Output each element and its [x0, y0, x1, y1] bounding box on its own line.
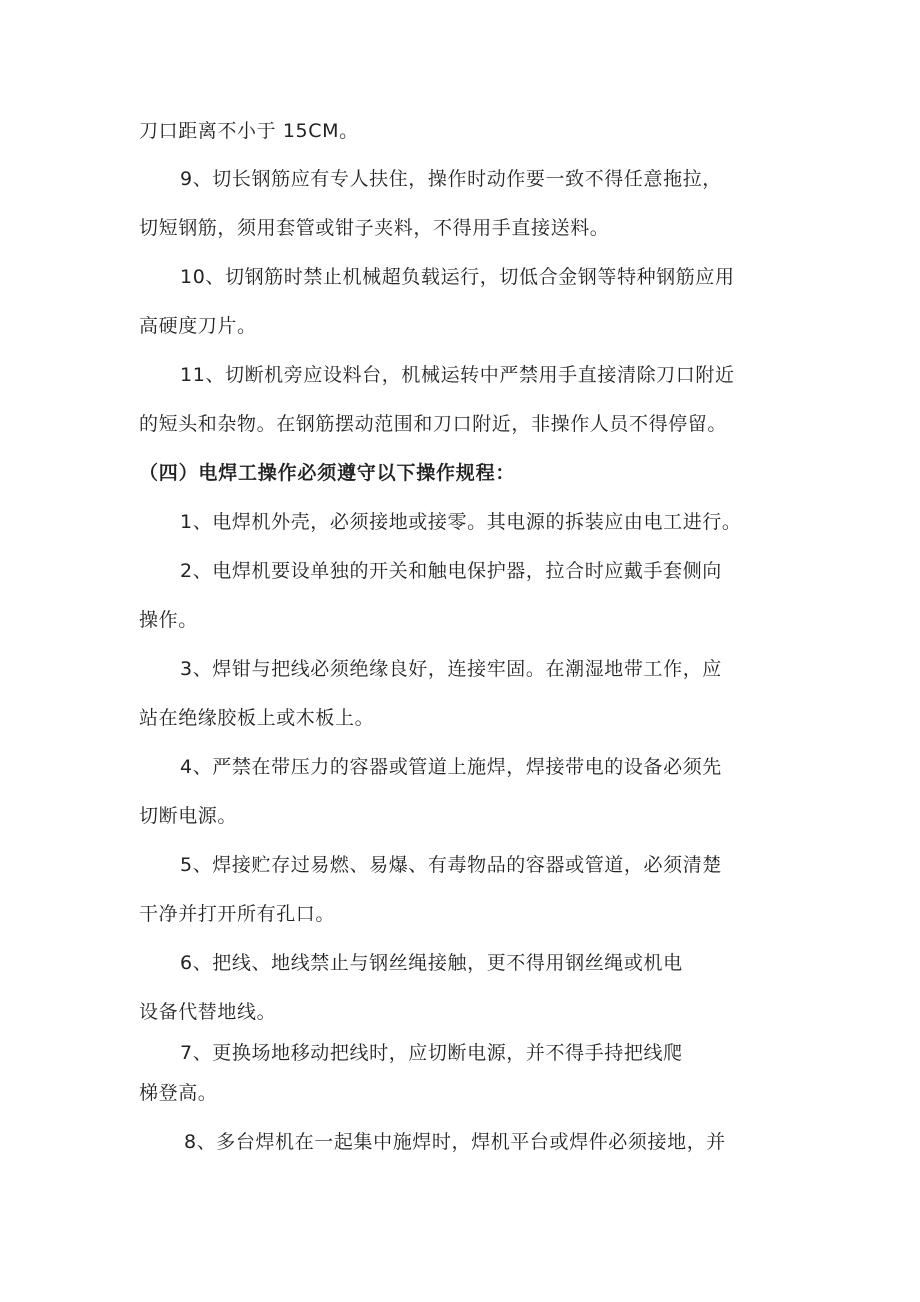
text-line: 10、切钢筋时禁止机械超负载运行，切低合金钢等特种钢筋应用	[180, 266, 735, 288]
text-line: 3、焊钳与把线必须绝缘良好，连接牢固。在潮湿地带工作，应	[180, 658, 722, 680]
text-line: 1、电焊机外壳，必须接地或接零。其电源的拆装应由电工进行。	[180, 511, 742, 533]
text-line: 刀口距离不小于 15CM。	[139, 120, 359, 142]
text-line: 9、切长钢筋应有专人扶住，操作时动作要一致不得任意拖拉，	[180, 168, 722, 190]
text-line: 4、严禁在带压力的容器或管道上施焊，焊接带电的设备必须先	[180, 756, 722, 778]
text-line: 的短头和杂物。在钢筋摆动范围和刀口附近，非操作人员不得停留。	[139, 413, 728, 435]
text-line: 8、多台焊机在一起集中施焊时，焊机平台或焊件必须接地，并	[184, 1131, 726, 1153]
section-heading: （四）电焊工操作必须遵守以下操作规程：	[139, 462, 516, 484]
text-line: 切短钢筋，须用套管或钳子夹料，不得用手直接送料。	[139, 217, 610, 239]
text-line: 设备代替地线。	[139, 1001, 277, 1023]
text-line: 操作。	[139, 609, 198, 631]
text-line: 7、更换场地移动把线时，应切断电源，并不得手持把线爬	[180, 1042, 683, 1064]
text-line: 站在绝缘胶板上或木板上。	[139, 707, 375, 729]
text-line: 2、电焊机要设单独的开关和触电保护器，拉合时应戴手套侧向	[180, 560, 722, 582]
text-line: 6、把线、地线禁止与钢丝绳接触，更不得用钢丝绳或机电	[180, 952, 683, 974]
text-line: 高硬度刀片。	[139, 315, 257, 337]
text-line: 切断电源。	[139, 805, 238, 827]
text-line: 梯登高。	[139, 1082, 218, 1104]
text-line: 干净并打开所有孔口。	[139, 903, 336, 925]
text-line: 5、焊接贮存过易燃、易爆、有毒物品的容器或管道，必须清楚	[180, 854, 722, 876]
text-line: 11、切断机旁应设料台，机械运转中严禁用手直接清除刀口附近	[180, 364, 735, 386]
